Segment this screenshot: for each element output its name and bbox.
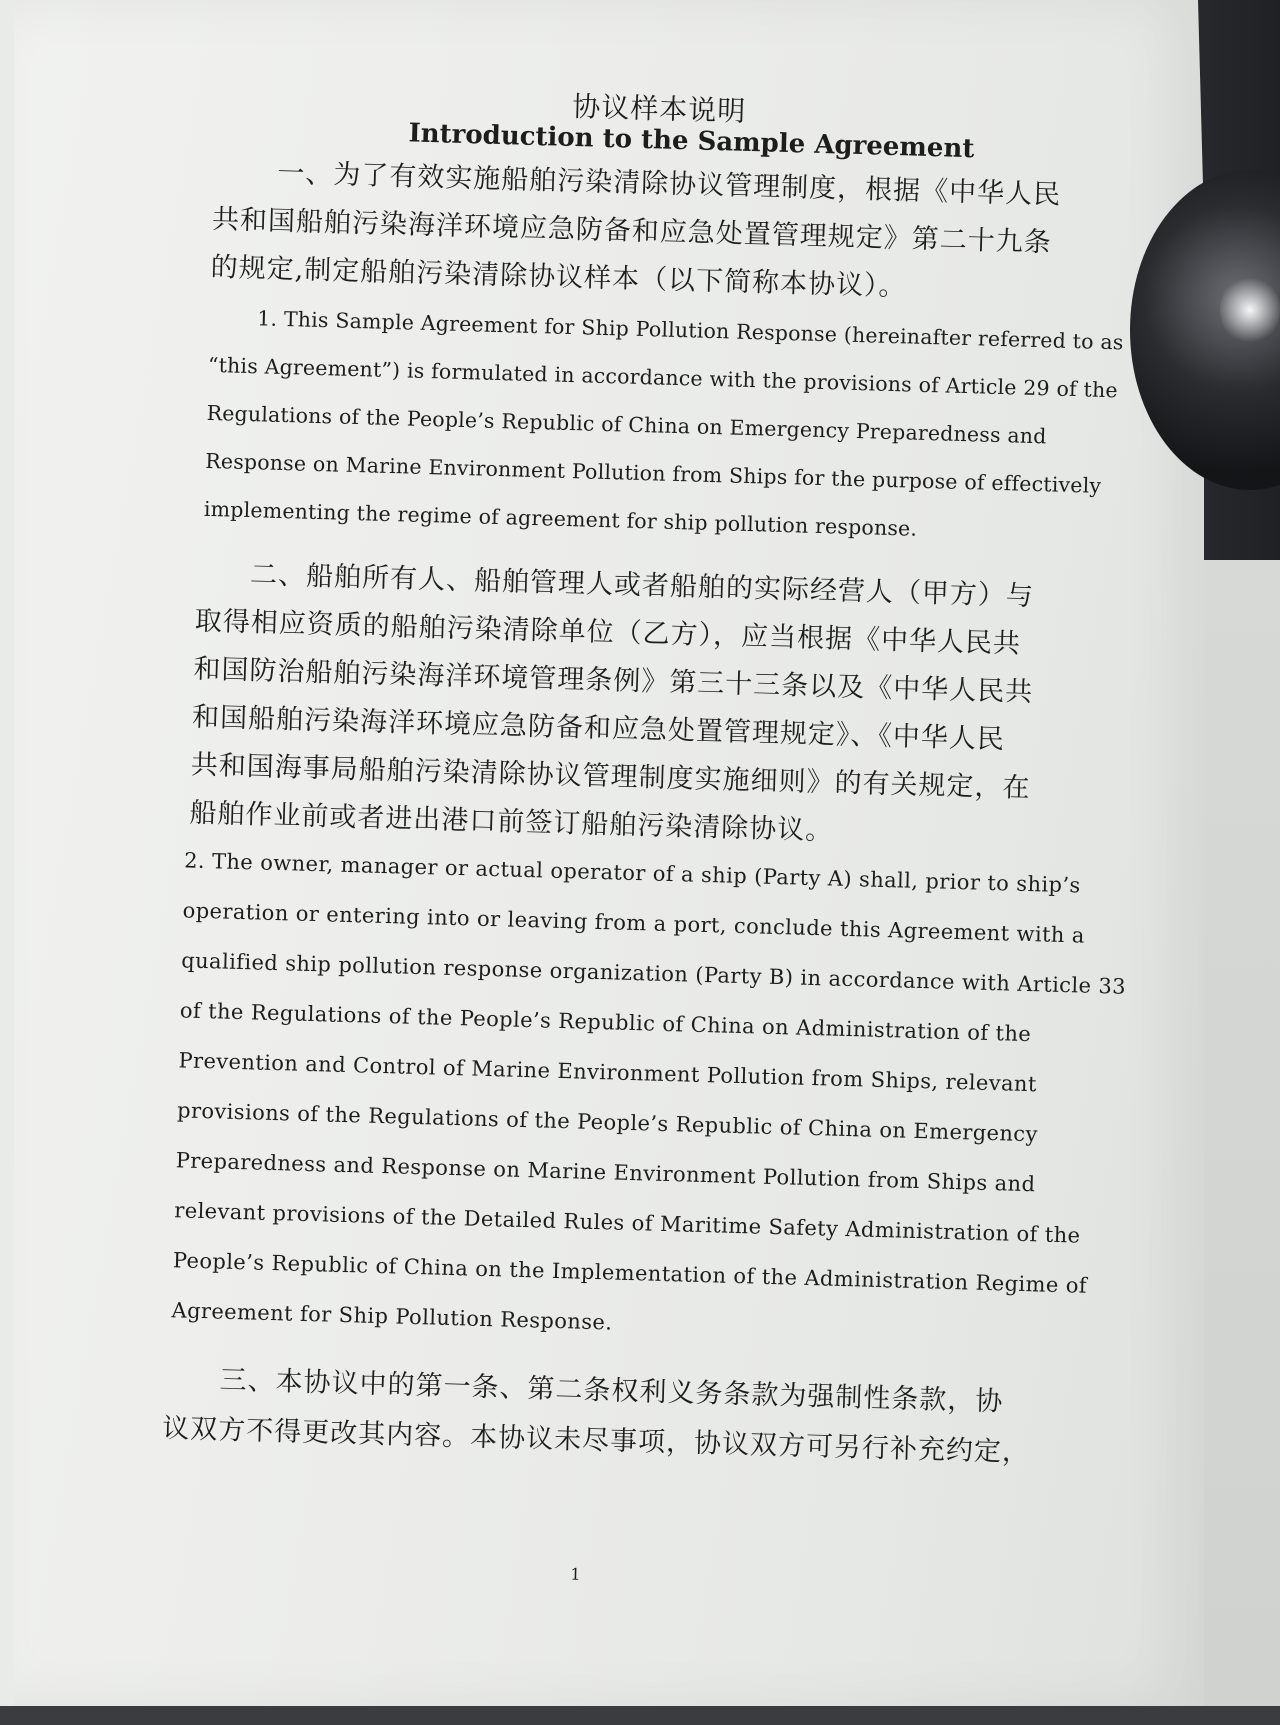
page-number: 1 [570,1564,581,1584]
section2-en-line: operation or entering into or leaving from a port, conclude this Agreement with a [182,898,1086,948]
section2-cn-line: 二、船舶所有人、船舶管理人或者船舶的实际经营人（甲方）与 [249,559,1035,613]
section1-en-line: Response on Marine Environment Pollution from Ships for the purpose of effectively [204,448,1102,498]
section1-cn-line: 的规定,制定船舶污染清除协议样本（以下简称本协议）。 [210,251,907,303]
section1-cn-line: 一、为了有效实施船舶污染清除协议管理制度，根据《中华人民 [276,157,1062,211]
section2-en-line: Prevention and Control of Marine Environment Pollution from Ships, relevant [178,1048,1038,1097]
section1-en-line: “this Agreement”) is formulated in accordance with the provisions of Article 29 of the [207,352,1119,403]
section2-cn-line: 共和国海事局船舶污染清除协议管理制度实施细则》的有关规定，在 [190,749,1031,805]
section2-cn-line: 船舶作业前或者进出港口前签订船舶污染清除协议。 [189,797,834,847]
section1-en-line: implementing the regime of agreement for ship pollution response. [203,496,918,541]
section2-en-line: of the Regulations of the People’s Republic of China on Administration of the [179,998,1032,1047]
section2-cn-line: 和国船舶污染海洋环境应急防备和应急处置管理规定》、《中华人民 [191,701,1006,756]
section2-cn-line: 和国防治船舶污染海洋环境管理条例》第三十三条以及《中华人民共 [193,653,1034,709]
section2-en-line: qualified ship pollution response organization (Party B) in accordance with Article 33 [181,948,1127,999]
section2-en-line: Agreement for Ship Pollution Response. [171,1298,613,1335]
section1-cn-line: 共和国船舶污染海洋环境应急防备和应急处置管理规定》第二十九条 [211,203,1053,259]
title-english: Introduction to the Sample Agreement [408,118,975,165]
section2-en-line: Preparedness and Response on Marine Environment Pollution from Ships and [175,1148,1036,1197]
section1-en-line: Regulations of the People’s Republic of China on Emergency Preparedness and [206,400,1047,449]
section2-en-line: 2. The owner, manager or actual operator of a ship (Party A) shall, prior to ship’s [183,848,1081,898]
section2-en-line: People’s Republic of China on the Implementation of the Administration Regime of [172,1248,1088,1298]
title-chinese: 协议样本说明 [571,89,747,128]
section3-cn-line: 三、本协议中的第一条、第二条权利义务条款为强制性条款，协 [219,1364,1004,1418]
section2-cn-line: 取得相应资质的船舶污染清除单位（乙方），应当根据《中华人民共 [194,605,1022,660]
section2-en-line: provisions of the Regulations of the People’s Republic of China on Emergency [176,1098,1039,1147]
section1-en-line: 1. This Sample Agreement for Ship Pollution Response (hereinafter referred to as [256,306,1124,355]
section3-cn-line: 议双方不得更改其内容。本协议未尽事项，协议双方可另行补充约定， [161,1413,1031,1469]
section2-en-line: relevant provisions of the Detailed Rules of Maritime Safety Administration of the [174,1198,1081,1248]
